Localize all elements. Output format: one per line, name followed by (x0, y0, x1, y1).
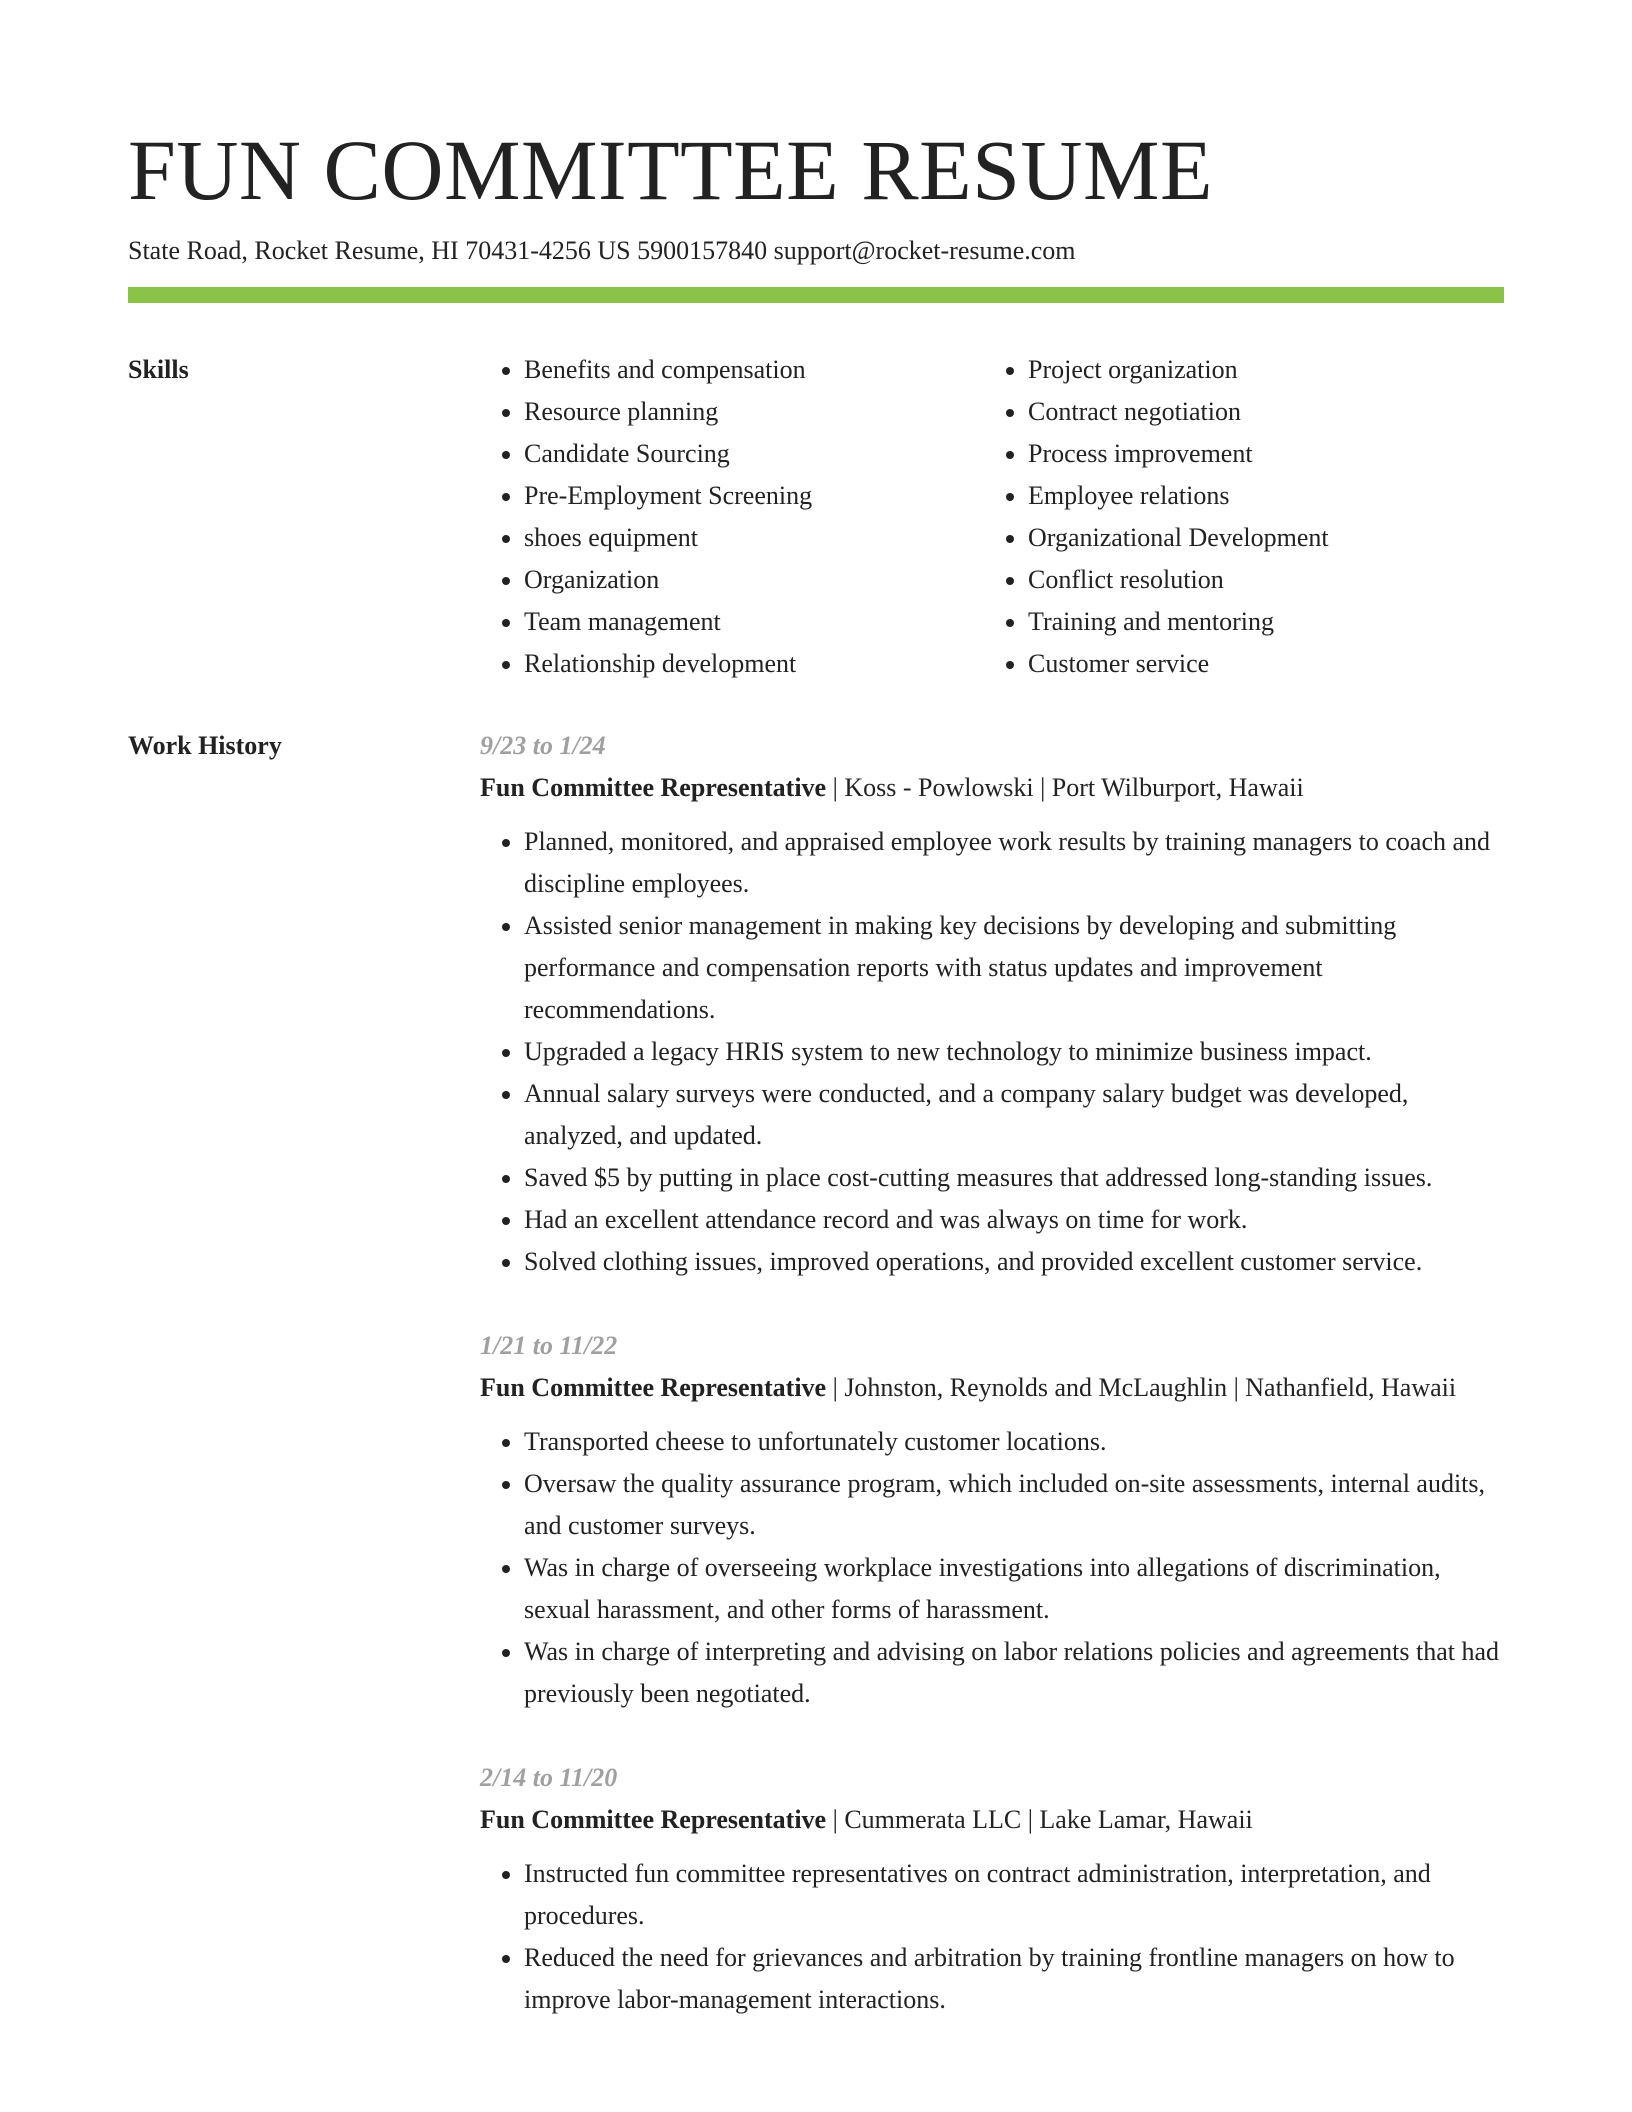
job-bullets (480, 1853, 1504, 2021)
job-entry (480, 1325, 1504, 1715)
skill-item: • shoes equipment (524, 517, 984, 559)
job-title: Fun Committee Representative (480, 1373, 827, 1402)
skill-item: • Team management (524, 601, 984, 643)
job-bullet: • Oversaw the quality assurance program, which included on-site assessments, internal audits, and customer surveys. (524, 1463, 1504, 1547)
skills-lists (480, 349, 1504, 685)
job-dates: 9/23 to 1/24 (480, 731, 606, 760)
resume-title: FUN COMMITTEE RESUME (128, 122, 1214, 218)
job-title: Fun Committee Representative (480, 773, 827, 802)
skill-item: • Benefits and compensation (524, 349, 984, 391)
job-bullet: • Had an excellent attendance record and was always on time for work. (524, 1199, 1504, 1241)
job-bullet: • Solved clothing issues, improved operations, and provided excellent customer service. (524, 1241, 1504, 1283)
skill-item: • Conflict resolution (1028, 559, 1488, 601)
skills-list-left (480, 349, 984, 685)
job-heading (480, 767, 1504, 809)
skill-item: • Organizational Development (1028, 517, 1488, 559)
job-bullet: • Transported cheese to unfortunately customer locations. (524, 1421, 1504, 1463)
job-bullet: • Was in charge of overseeing workplace investigations into allegations of discrimination, sexual harassment, and other forms of harassment. (524, 1547, 1504, 1631)
work-history-heading: Work History (128, 731, 282, 760)
skills-section (128, 349, 1504, 685)
skill-item: • Process improvement (1028, 433, 1488, 475)
skills-heading: Skills (128, 355, 189, 384)
job-bullet: • Planned, monitored, and appraised employee work results by training managers to coach and discipline employees. (524, 821, 1504, 905)
job-bullet: • Saved $5 by putting in place cost-cutting measures that addressed long-standing issues. (524, 1157, 1504, 1199)
job-bullet: • Instructed fun committee representatives on contract administration, interpretation, and procedures. (524, 1853, 1504, 1937)
job-details: | Johnston, Reynolds and McLaughlin | Nathanfield, Hawaii (826, 1373, 1457, 1402)
job-bullets (480, 821, 1504, 1283)
job-details: | Cummerata LLC | Lake Lamar, Hawaii (826, 1805, 1253, 1834)
job-entry (480, 725, 1504, 1283)
job-heading (480, 1367, 1504, 1409)
job-bullet: • Annual salary surveys were conducted, and a company salary budget was developed, analyzed, and updated. (524, 1073, 1504, 1157)
skill-item: • Resource planning (524, 391, 984, 433)
job-details: | Koss - Powlowski | Port Wilburport, Hawaii (826, 773, 1304, 802)
skill-item: • Employee relations (1028, 475, 1488, 517)
work-history-section (128, 725, 1504, 2063)
skill-item: • Organization (524, 559, 984, 601)
job-entry (480, 1757, 1504, 2021)
skill-item: • Contract negotiation (1028, 391, 1488, 433)
skill-item: • Training and mentoring (1028, 601, 1488, 643)
job-bullet: • Reduced the need for grievances and arbitration by training frontline managers on how to improve labor-management interactions. (524, 1937, 1504, 2021)
contact-line: State Road, Rocket Resume, HI 70431-4256 US 5900157840 support@rocket-resume.com (128, 236, 1076, 265)
skills-list-right (984, 349, 1488, 685)
job-bullet: • Upgraded a legacy HRIS system to new technology to minimize business impact. (524, 1031, 1504, 1073)
resume-page (128, 0, 1504, 2063)
job-dates: 2/14 to 11/20 (480, 1763, 618, 1792)
job-bullet: • Assisted senior management in making key decisions by developing and submitting performance and compensation reports with status updates and improvement recommendations. (524, 905, 1504, 1031)
work-history-entries (480, 725, 1504, 2063)
skill-item: • Customer service (1028, 643, 1488, 685)
job-dates: 1/21 to 11/22 (480, 1331, 618, 1360)
header-divider (128, 287, 1504, 303)
skill-item: • Candidate Sourcing (524, 433, 984, 475)
job-bullets (480, 1421, 1504, 1715)
job-bullet: • Was in charge of interpreting and advising on labor relations policies and agreements that had previously been negotiated. (524, 1631, 1504, 1715)
skill-item: • Project organization (1028, 349, 1488, 391)
job-title: Fun Committee Representative (480, 1805, 827, 1834)
skill-item: • Relationship development (524, 643, 984, 685)
skill-item: • Pre-Employment Screening (524, 475, 984, 517)
job-heading (480, 1799, 1504, 1841)
